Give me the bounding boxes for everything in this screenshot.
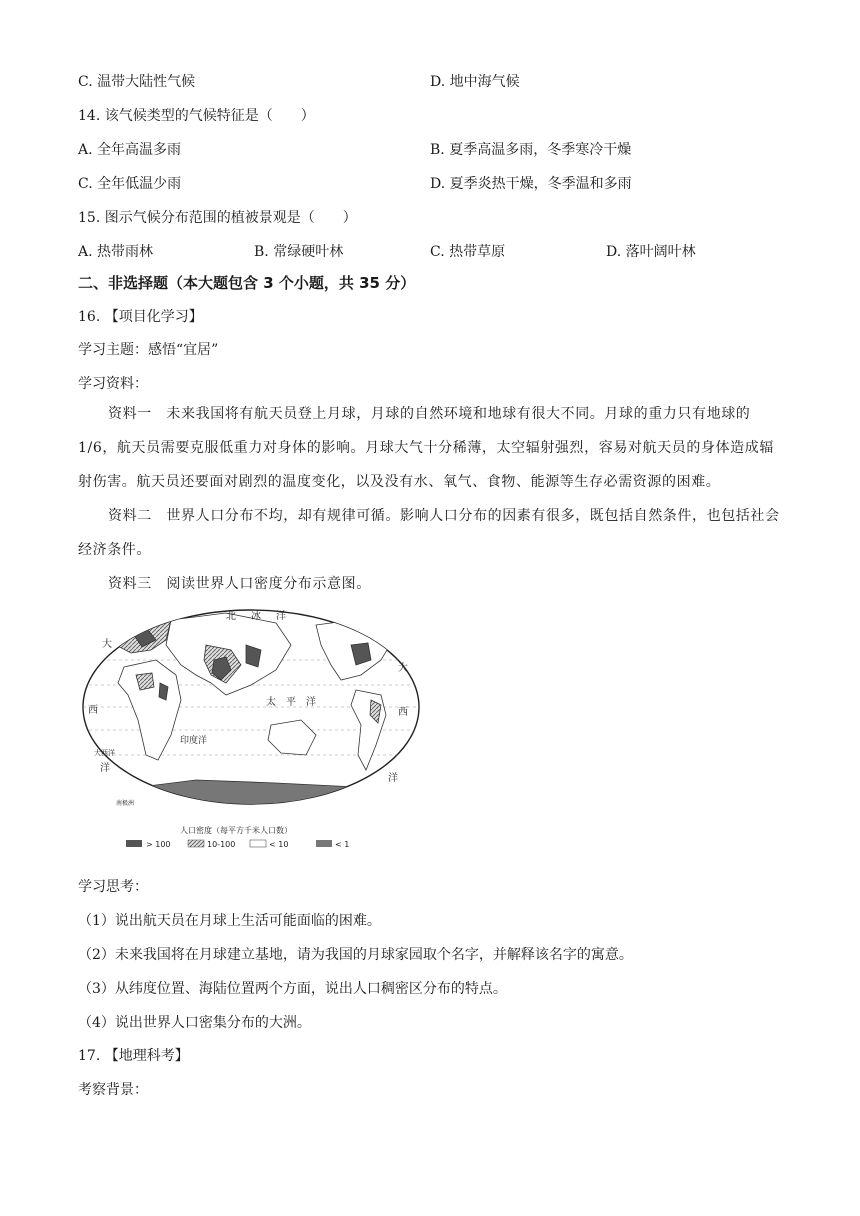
- q16-question-4: （4）说出世界人口密集分布的大洲。: [78, 1015, 311, 1031]
- legend-label-sparse: < 10: [269, 840, 289, 849]
- q14-stem: 14. 该气候类型的气候特征是（ ）: [78, 108, 315, 124]
- q15-option-c: C. 热带草原: [430, 244, 506, 260]
- map-label-indian-ocean: 印度洋: [180, 736, 208, 746]
- q16-material-1: 资料一 未来我国将有航天员登上月球，月球的自然环境和地球有很大不同。月球的重力只有地球的 1/6，航天员需要克服低重力对身体的影响。月球大气十分稀薄，太空辐射强烈，容易对航天员的身体造成辐射伤害。航天员还要面对剧烈的温度变化，以及没有水、氧气、食物、能源等生存必需资源的困难。: [78, 406, 774, 490]
- map-label-arctic-2: 冰: [251, 611, 261, 622]
- q15-option-d: D. 落叶阔叶林: [606, 244, 696, 260]
- q16-materials-label: 学习资料：: [78, 376, 148, 392]
- population-density-map: [76, 605, 426, 855]
- q15-option-b: B. 常绿硬叶林: [254, 244, 344, 260]
- q14-option-d: D. 夏季炎热干燥，冬季温和多雨: [430, 176, 632, 192]
- map-label-pacific-3: 洋: [306, 697, 316, 708]
- q16-question-2: （2）未来我国将在月球建立基地，请为我国的月球家园取个名字，并解释该名字的寓意。: [78, 947, 633, 963]
- map-label-pacific-2: 平: [286, 697, 296, 708]
- q16-theme: 学习主题：感悟“宜居”: [78, 342, 219, 358]
- map-label-atlantic-left: 大西洋: [94, 749, 115, 757]
- q16-material-2: 资料二 世界人口分布不均，却有规律可循。影响人口分布的因素有很多，既包括自然条件，也包括社会经济条件。: [78, 508, 780, 558]
- legend-swatch-sparse: [250, 840, 266, 847]
- q16-question-1: （1）说出航天员在月球上生活可能面临的困难。: [78, 913, 381, 929]
- q14-option-c: C. 全年低温少雨: [78, 176, 182, 192]
- q16-question-3: （3）从纬度位置、海陆位置两个方面，说出人口稠密区分布的特点。: [78, 981, 507, 997]
- q14-option-a: A. 全年高温多雨: [78, 142, 182, 158]
- map-label-da-right: 大: [398, 663, 408, 674]
- antarctica-landmass: [116, 780, 406, 815]
- map-label-xi-right: 西: [398, 707, 408, 718]
- map-label-atlantic-left-2: 洋: [100, 763, 110, 774]
- q14-option-b: B. 夏季高温多雨，冬季寒冷干燥: [430, 142, 632, 158]
- q16-title: 16. 【项目化学习】: [78, 309, 203, 325]
- legend-swatch-medium: [188, 840, 204, 847]
- legend-label-dense: > 100: [146, 840, 171, 849]
- legend-swatch-dense: [126, 840, 142, 847]
- q13-option-c: C. 温带大陆性气候: [78, 74, 196, 90]
- map-label-da-left: 大: [102, 639, 112, 650]
- map-label-atlantic-right: 洋: [388, 773, 398, 784]
- q17-background-label: 考察背景：: [78, 1082, 148, 1098]
- legend-label-medium: 10-100: [207, 840, 236, 849]
- legend-swatch-very-sparse: [316, 840, 332, 847]
- q13-option-d: D. 地中海气候: [430, 74, 520, 90]
- q16-thinking-label: 学习思考：: [78, 879, 148, 895]
- map-label-antarctica: 南极洲: [116, 800, 135, 807]
- map-label-pacific-1: 太: [266, 697, 276, 708]
- q15-option-a: A. 热带雨林: [78, 244, 154, 260]
- legend-title: 人口密度（每平方千米人口数）: [180, 826, 292, 835]
- map-label-arctic-3: 洋: [276, 611, 286, 622]
- map-label-xi-left: 西: [88, 705, 98, 716]
- q16-material-3: 资料三 阅读世界人口密度分布示意图。: [108, 576, 371, 592]
- map-legend: [126, 825, 349, 849]
- legend-label-very-sparse: < 1: [335, 840, 350, 849]
- map-label-arctic-1: 北: [226, 611, 236, 622]
- q15-stem: 15. 图示气候分布范围的植被景观是（ ）: [78, 210, 357, 226]
- q17-title: 17. 【地理科考】: [78, 1048, 189, 1064]
- section-heading: 二、非选择题（本大题包含 3 个小题，共 35 分）: [78, 274, 416, 292]
